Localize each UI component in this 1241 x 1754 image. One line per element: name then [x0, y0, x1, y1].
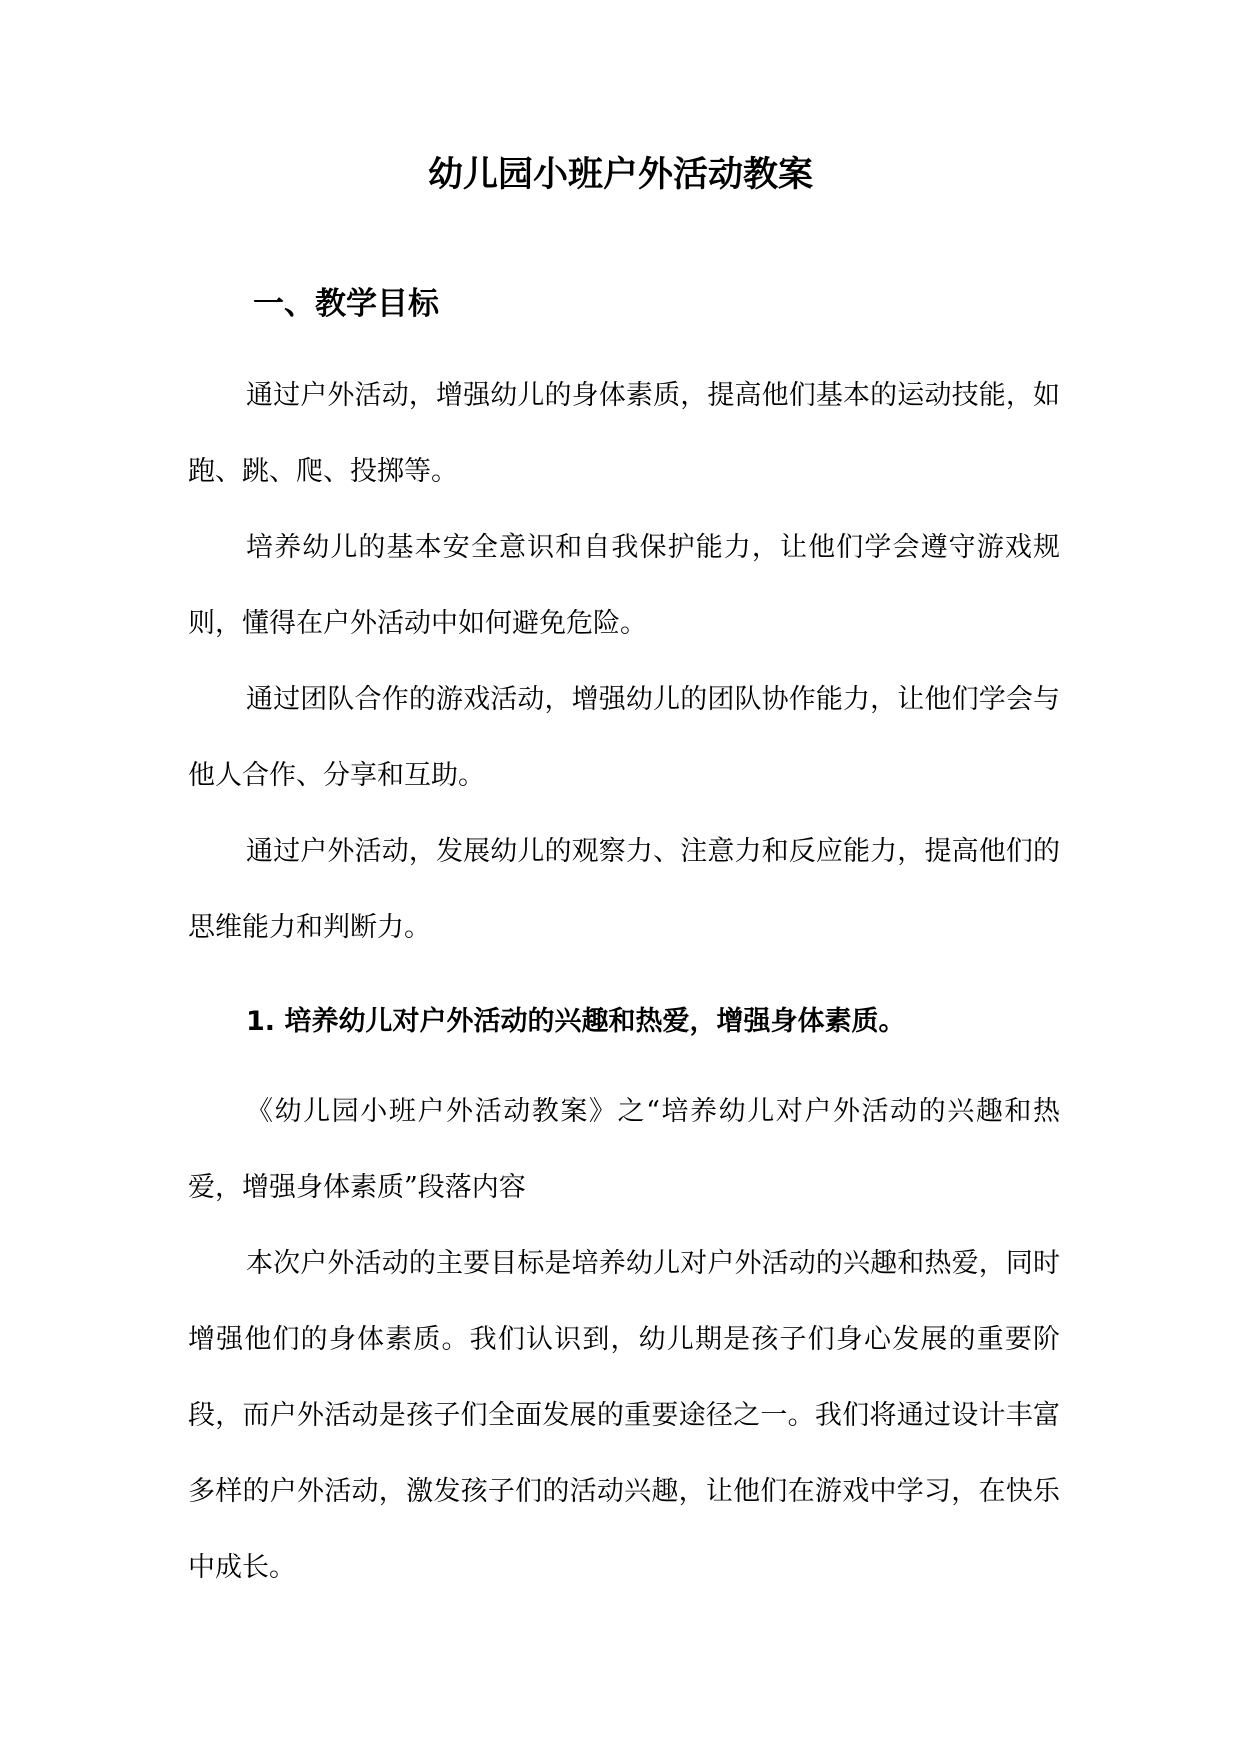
paragraph-physical-fitness: 通过户外活动，增强幼儿的身体素质，提高他们基本的运动技能，如跑、跳、爬、投掷等。: [188, 380, 1060, 487]
subsection-heading-interest: 1. 培养幼儿对户外活动的兴趣和热爱，增强身体素质。: [246, 1006, 906, 1037]
paragraph-teamwork: 通过团队合作的游戏活动，增强幼儿的团队协作能力，让他们学会与他人合作、分享和互助。: [188, 684, 1060, 791]
paragraph-section-intro: 《幼儿园小班户外活动教案》之“培养幼儿对户外活动的兴趣和热爱，增强身体素质”段落内容: [188, 1096, 1060, 1203]
paragraph-observation: 通过户外活动，发展幼儿的观察力、注意力和反应能力，提高他们的思维能力和判断力。: [188, 836, 1060, 943]
paragraph-safety-awareness: 培养幼儿的基本安全意识和自我保护能力，让他们学会遵守游戏规则，懂得在户外活动中如何避免危险。: [188, 532, 1060, 639]
paragraph-main-goal: 本次户外活动的主要目标是培养幼儿对户外活动的兴趣和热爱，同时增强他们的身体素质。我们认识到，幼儿期是孩子们身心发展的重要阶段，而户外活动是孩子们全面发展的重要途径之一。我们将通过设计丰富多样的户外活动，激发孩子们的活动兴趣，让他们在游戏中学习，在快乐中成长。: [188, 1248, 1060, 1583]
section-heading-teaching-goals: 一、教学目标: [253, 286, 439, 322]
document-title: 幼儿园小班户外活动教案: [427, 155, 813, 195]
